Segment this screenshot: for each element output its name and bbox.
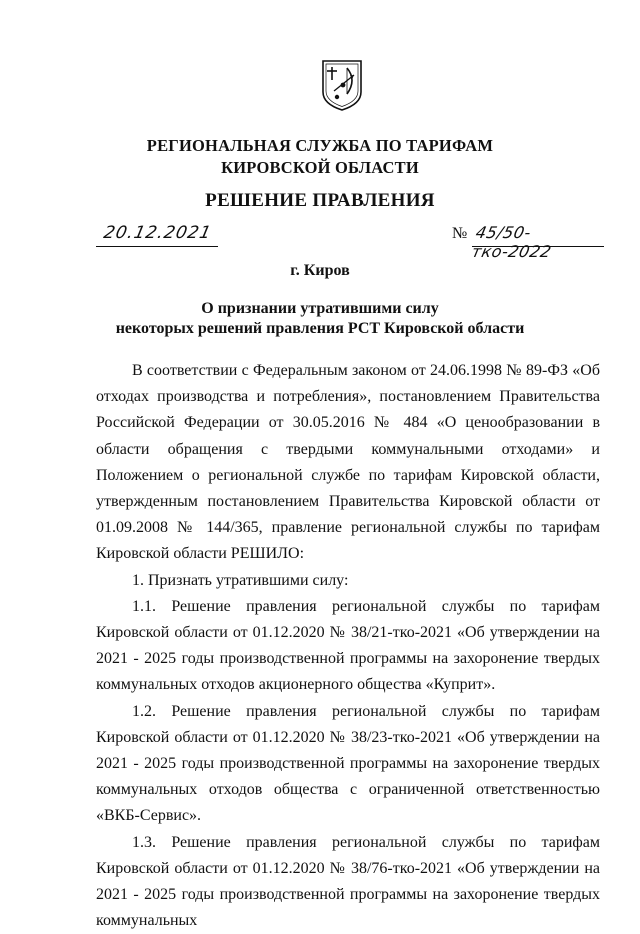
organization-name-line2: КИРОВСКОЙ ОБЛАСТИ <box>221 158 419 177</box>
clause-1: 1. Признать утратившими силу: <box>132 571 349 589</box>
decision-date-field <box>96 223 218 247</box>
clause-1-2: 1.2. Решение правления региональной службы по тарифам Кировской области от 01.12.2020 № 38/23-тко-2021 «Об утверждении на 2021 - 2025 годы производственной программы на захоронение твердых коммунальных отходов общества с ограниченной ответственностью «ВКБ-Сервис». <box>96 702 600 825</box>
preamble-paragraph: В соответствии с Федеральным законом от 24.06.1998 № 89-ФЗ «Об отходах производства и потребления», постановлением Правительства Российской Федерации от 30.05.2016 № 484 «О ценообразовании в области обращения с твердыми коммунальными отходами» и Положением о региональной службе по тарифам Кировской области, утвержденным постановлением Правительства Кировской области от 01.09.2008 № 144/365, правление региональной службы по тарифам Кировской области РЕШИЛО: <box>96 362 600 563</box>
date-underline <box>96 246 218 247</box>
subject-line2: некоторых решений правления РСТ Кировской области <box>115 320 525 337</box>
decision-date: 20.12.2021 <box>101 223 214 243</box>
kirov-coat-of-arms-icon <box>320 58 364 112</box>
city-name: г. Киров <box>290 262 350 279</box>
number-underline <box>472 246 604 247</box>
document-body <box>96 358 600 934</box>
number-sign: № <box>452 225 468 242</box>
decision-number: 45/50-тко-2022 <box>469 223 554 261</box>
clause-1-3: 1.3. Решение правления региональной службы по тарифам Кировской области от 01.12.2020 № 38/76-тко-2021 «Об утверждении на 2021 - 2025 годы производственной программы на захоронение твердых коммунальных <box>96 833 600 930</box>
document-title: РЕШЕНИЕ ПРАВЛЕНИЯ <box>205 190 435 211</box>
decision-number-field <box>452 223 606 261</box>
organization-name-line1: РЕГИОНАЛЬНАЯ СЛУЖБА ПО ТАРИФАМ <box>146 136 494 155</box>
clause-1-1: 1.1. Решение правления региональной службы по тарифам Кировской области от 01.12.2020 № 38/21-тко-2021 «Об утверждении на 2021 - 2025 годы производственной программы на захоронение твердых коммунальных отходов акционерного общества «Куприт». <box>96 597 600 694</box>
subject-line1: О признании утратившими силу <box>201 300 439 317</box>
